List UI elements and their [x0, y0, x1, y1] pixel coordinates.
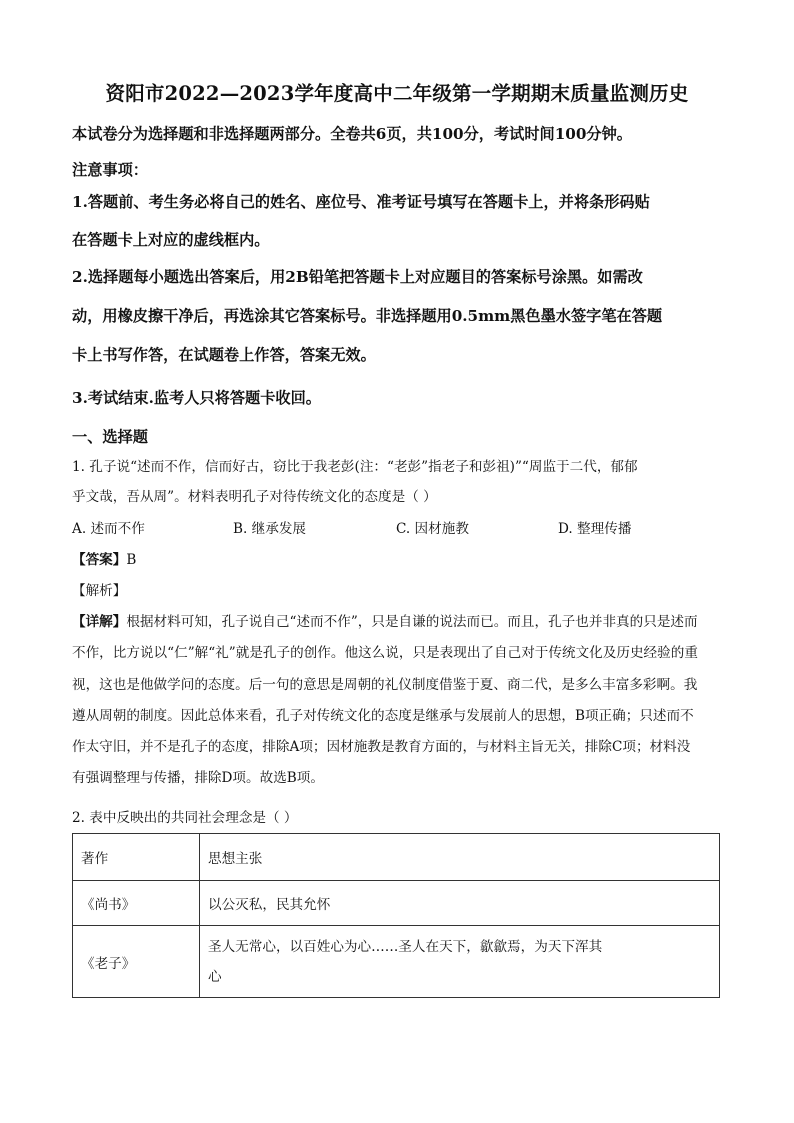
- detail-line-2: 不作，比方说以“仁”解“礼”就是孔子的创作。他这么说，只是表现出了自己对于传统文化及历史经验的重: [72, 645, 698, 661]
- table-cell-idea-line2: 心: [208, 968, 222, 985]
- notice-2-line2: 动，用橡皮擦干净后，再选涂其它答案标号。非选择题用0.5mm黑色墨水签字笔在答题: [72, 307, 663, 325]
- table-cell-work: 《尚书》: [73, 881, 200, 926]
- question-1-stem-line1: 1. 孔子说“述而不作，信而好古，窃比于我老彭(注：“老彭”指老子和彭祖)”“周监于二代，郁郁: [72, 459, 638, 475]
- detail-line-3: 视，这也是他做学问的态度。后一句的意思是周朝的礼仪制度借鉴于夏、商二代，是多么丰富多彩啊。我: [72, 677, 698, 693]
- notice-heading: 注意事项：: [72, 161, 148, 179]
- detail-label: 【详解】: [72, 614, 127, 630]
- notice-1-line2: 在答题卡上对应的虚线框内。: [72, 231, 270, 249]
- table-row: [73, 881, 720, 926]
- notice-1-line1: 1.答题前、考生务必将自己的姓名、座位号、准考证号填写在答题卡上，并将条形码贴: [72, 193, 650, 211]
- question-1-option-a: A. 述而不作: [72, 521, 145, 537]
- table-row: [73, 926, 720, 998]
- table-header-work: 著作: [73, 834, 200, 881]
- question-1-option-d: D. 整理传播: [558, 521, 632, 537]
- table-header-row: [73, 834, 720, 881]
- notice-3: 3.考试结束.监考人只将答题卡收回。: [72, 389, 321, 407]
- question-1-option-c: C. 因材施教: [396, 521, 469, 537]
- exam-summary: 本试卷分为选择题和非选择题两部分。全卷共6页，共100分，考试时间100分钟。: [72, 125, 632, 143]
- question-1-stem-line2: 乎文哉，吾从周”。材料表明孔子对待传统文化的态度是（ ）: [72, 489, 437, 505]
- table-cell-idea: [200, 926, 720, 998]
- question-1-option-b: B. 继承发展: [233, 521, 307, 537]
- answer-label: 【答案】: [72, 552, 127, 568]
- detail-line-4: 遵从周朝的制度。因此总体来看，孔子对传统文化的态度是继承与发展前人的思想，B项正确；只述而不: [72, 708, 694, 724]
- analysis-label: 【解析】: [72, 583, 127, 599]
- table-cell-work: 《老子》: [73, 926, 200, 998]
- notice-2-line3: 卡上书写作答，在试题卷上作答，答案无效。: [72, 346, 376, 364]
- table-cell-idea-line1: 圣人无常心，以百姓心为心……圣人在天下，歙歙焉，为天下浑其: [208, 938, 603, 955]
- section-heading: 一、选择题: [72, 428, 148, 446]
- detail-line-5: 作太守旧，并不是孔子的态度，排除A项；因材施教是教育方面的，与材料主旨无关，排除C项；材料没: [72, 739, 691, 755]
- table-header-idea: 思想主张: [200, 834, 720, 881]
- detail-line-1: [72, 610, 698, 630]
- answer-value: B: [126, 552, 137, 568]
- exam-title: 资阳市2022—2023学年度高中二年级第一学期期末质量监测历史: [105, 82, 689, 105]
- detail-line-6: 有强调整理与传播，排除D项。故选B项。: [72, 770, 324, 786]
- question-2-stem: 2. 表中反映出的共同社会理念是（ ）: [72, 810, 298, 826]
- table-cell-idea: 以公灭私，民其允怀: [200, 881, 720, 926]
- notice-2-line1: 2.选择题每小题选出答案后，用2B铅笔把答题卡上对应题目的答案标号涂黑。如需改: [72, 268, 643, 286]
- question-2-table: [72, 833, 720, 998]
- detail-text-1: 根据材料可知，孔子说自己“述而不作”，只是自谦的说法而已。而且，孔子也并非真的只是述而: [126, 614, 698, 630]
- question-1-answer: [72, 548, 136, 568]
